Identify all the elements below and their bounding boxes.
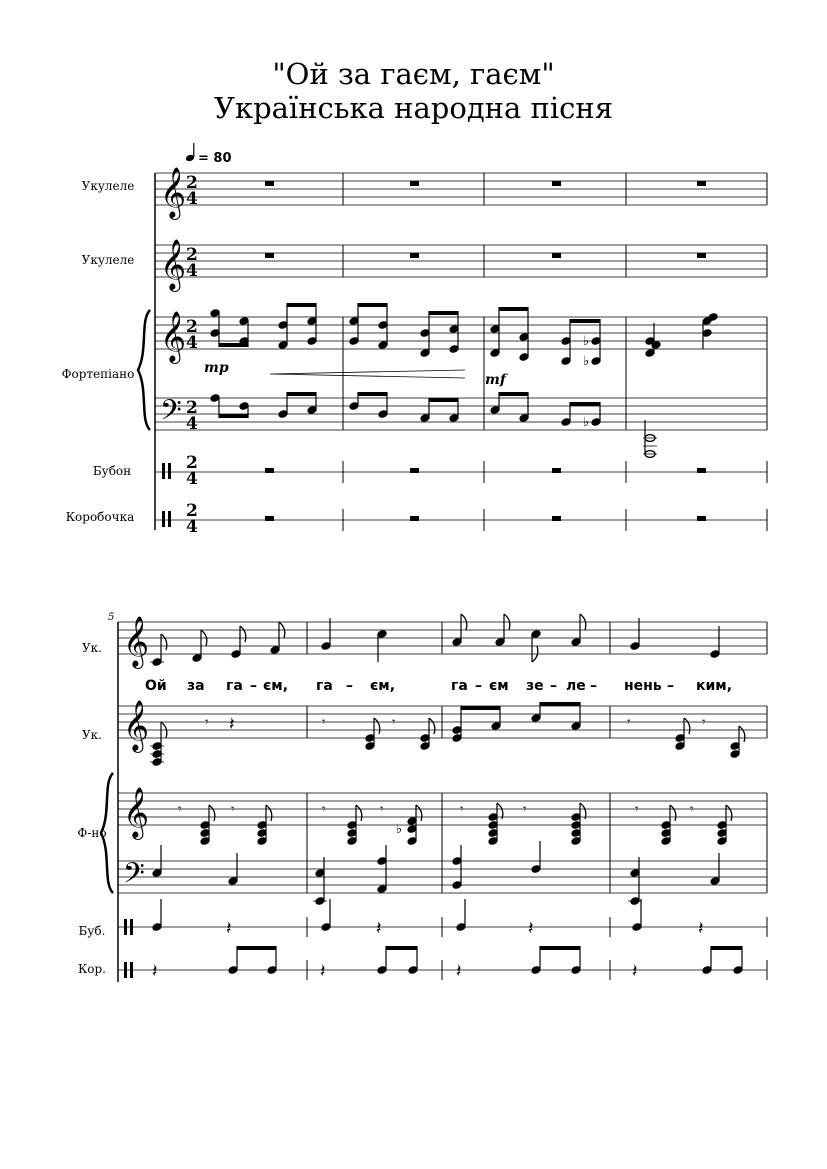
percussion-clef-icon [124, 919, 127, 935]
drum-notes [152, 899, 704, 939]
svg-text:𝄾: 𝄾 [231, 802, 235, 817]
svg-text:2: 2 [186, 245, 198, 265]
whole-rests [265, 181, 706, 521]
percussion-clef-icon [124, 962, 127, 978]
svg-text:𝄽: 𝄽 [320, 961, 326, 982]
treble-clef-icon: 𝄞 [160, 167, 187, 218]
svg-text:4: 4 [186, 333, 198, 353]
measure-number: 5 [108, 612, 115, 623]
tempo-mark [185, 143, 231, 166]
instrument-label-ukulele-1: Укулеле [81, 179, 135, 193]
svg-text:2: 2 [186, 453, 198, 473]
svg-text:𝄾: 𝄾 [627, 715, 631, 730]
svg-text:4: 4 [186, 414, 198, 434]
piano-bass-notes [210, 392, 657, 457]
svg-text:𝄾: 𝄾 [690, 802, 694, 817]
treble-clef-icon: 𝄞 [123, 787, 150, 838]
svg-text:♭: ♭ [583, 354, 590, 369]
lyric-syllable: – [475, 678, 482, 694]
lyric-syllable: нень [624, 678, 662, 694]
score-title: "Ой за гаєм, гаєм" [272, 57, 555, 91]
lyric-syllable: – [250, 678, 257, 694]
svg-text:2: 2 [186, 173, 198, 193]
percussion-clef-icon [162, 463, 165, 479]
piano-bass-notes [152, 841, 720, 905]
box-notes [152, 946, 743, 982]
lyric-syllable: єм [489, 678, 509, 694]
time-signature [186, 173, 198, 537]
piano-treble-notes [210, 303, 718, 369]
lyric-syllable: – [590, 678, 597, 694]
svg-text:4: 4 [186, 469, 198, 489]
lyric-syllable: – [346, 678, 353, 694]
lyric-syllable: єм, [263, 678, 289, 694]
lyric-syllable: га [316, 678, 333, 694]
svg-text:♭: ♭ [583, 415, 590, 430]
instrument-label-piano-short: Ф-но [77, 826, 107, 840]
crescendo-hairpin [270, 370, 465, 378]
svg-text:𝄾: 𝄾 [205, 715, 209, 730]
lyric-syllable: га [451, 678, 468, 694]
lyric-syllable: зе [526, 678, 544, 694]
svg-text:𝄾: 𝄾 [702, 715, 706, 730]
lyric-syllable: ле [566, 678, 586, 694]
treble-clef-icon: 𝄞 [160, 311, 187, 362]
svg-text:𝄾: 𝄾 [178, 802, 182, 817]
svg-text:2: 2 [186, 501, 198, 521]
staff-ukulele-2 [155, 245, 767, 277]
dynamic-mf: mf [485, 372, 506, 388]
svg-text:𝄾: 𝄾 [322, 715, 326, 730]
lyric-syllable: єм, [370, 678, 396, 694]
bass-clef-icon: 𝄢 [160, 394, 182, 434]
instrument-label-drum: Бубон [92, 464, 132, 478]
lyric-syllable: ким, [696, 678, 733, 694]
instrument-label-box-short: Кор. [77, 962, 107, 976]
instrument-label-ukulele-1-short: Ук. [82, 641, 102, 655]
svg-text:𝄽: 𝄽 [698, 918, 704, 939]
instrument-label-ukulele-2-short: Ук. [82, 728, 102, 742]
svg-text:4: 4 [186, 261, 198, 281]
svg-text:𝄾: 𝄾 [392, 715, 396, 730]
bass-clef-icon: 𝄢 [123, 857, 145, 897]
lyric-syllable: за [187, 678, 205, 694]
treble-clef-icon: 𝄞 [123, 616, 150, 667]
svg-text:𝄾: 𝄾 [523, 802, 527, 817]
percussion-clef-icon [162, 511, 165, 527]
lyric-syllable: Ой [145, 678, 167, 694]
svg-text:𝄾: 𝄾 [635, 802, 639, 817]
svg-text:𝄾: 𝄾 [380, 802, 384, 817]
svg-text:𝄾: 𝄾 [460, 802, 464, 817]
instrument-label-box: Коробочка [65, 510, 135, 524]
ukulele-2-notes [150, 702, 745, 766]
svg-text:𝄽: 𝄽 [376, 918, 382, 939]
instrument-label-ukulele-2: Укулеле [81, 253, 135, 267]
lyric-syllable: – [667, 678, 674, 694]
piano-brace [138, 310, 150, 430]
svg-text:♭: ♭ [583, 334, 590, 349]
tempo-text: = 80 [198, 151, 232, 166]
instrument-label-piano: Фортепіано [61, 367, 135, 381]
svg-text:4: 4 [186, 189, 198, 209]
svg-text:4: 4 [186, 517, 198, 537]
treble-clef-icon: 𝄞 [123, 700, 150, 751]
lyric-syllable: га [226, 678, 243, 694]
svg-text:2: 2 [186, 317, 198, 337]
treble-clef-icon: 𝄞 [160, 239, 187, 290]
svg-text:𝄽: 𝄽 [632, 961, 638, 982]
instrument-label-drum-short: Буб. [78, 924, 106, 938]
svg-text:𝄽: 𝄽 [226, 918, 232, 939]
svg-text:♭: ♭ [396, 822, 403, 837]
svg-text:2: 2 [186, 398, 198, 418]
staff-ukulele-1 [155, 173, 767, 205]
score-subtitle: Українська народна пісня [213, 91, 613, 125]
svg-text:𝄽: 𝄽 [152, 961, 158, 982]
lyrics-line [145, 678, 732, 694]
svg-text:𝄽: 𝄽 [528, 918, 534, 939]
svg-text:𝄽: 𝄽 [456, 961, 462, 982]
svg-text:𝄾: 𝄾 [322, 802, 326, 817]
svg-text:𝄽: 𝄽 [229, 714, 235, 735]
dynamic-mp: mp [204, 360, 229, 376]
piano-treble-notes [178, 802, 732, 845]
lyric-syllable: – [550, 678, 557, 694]
